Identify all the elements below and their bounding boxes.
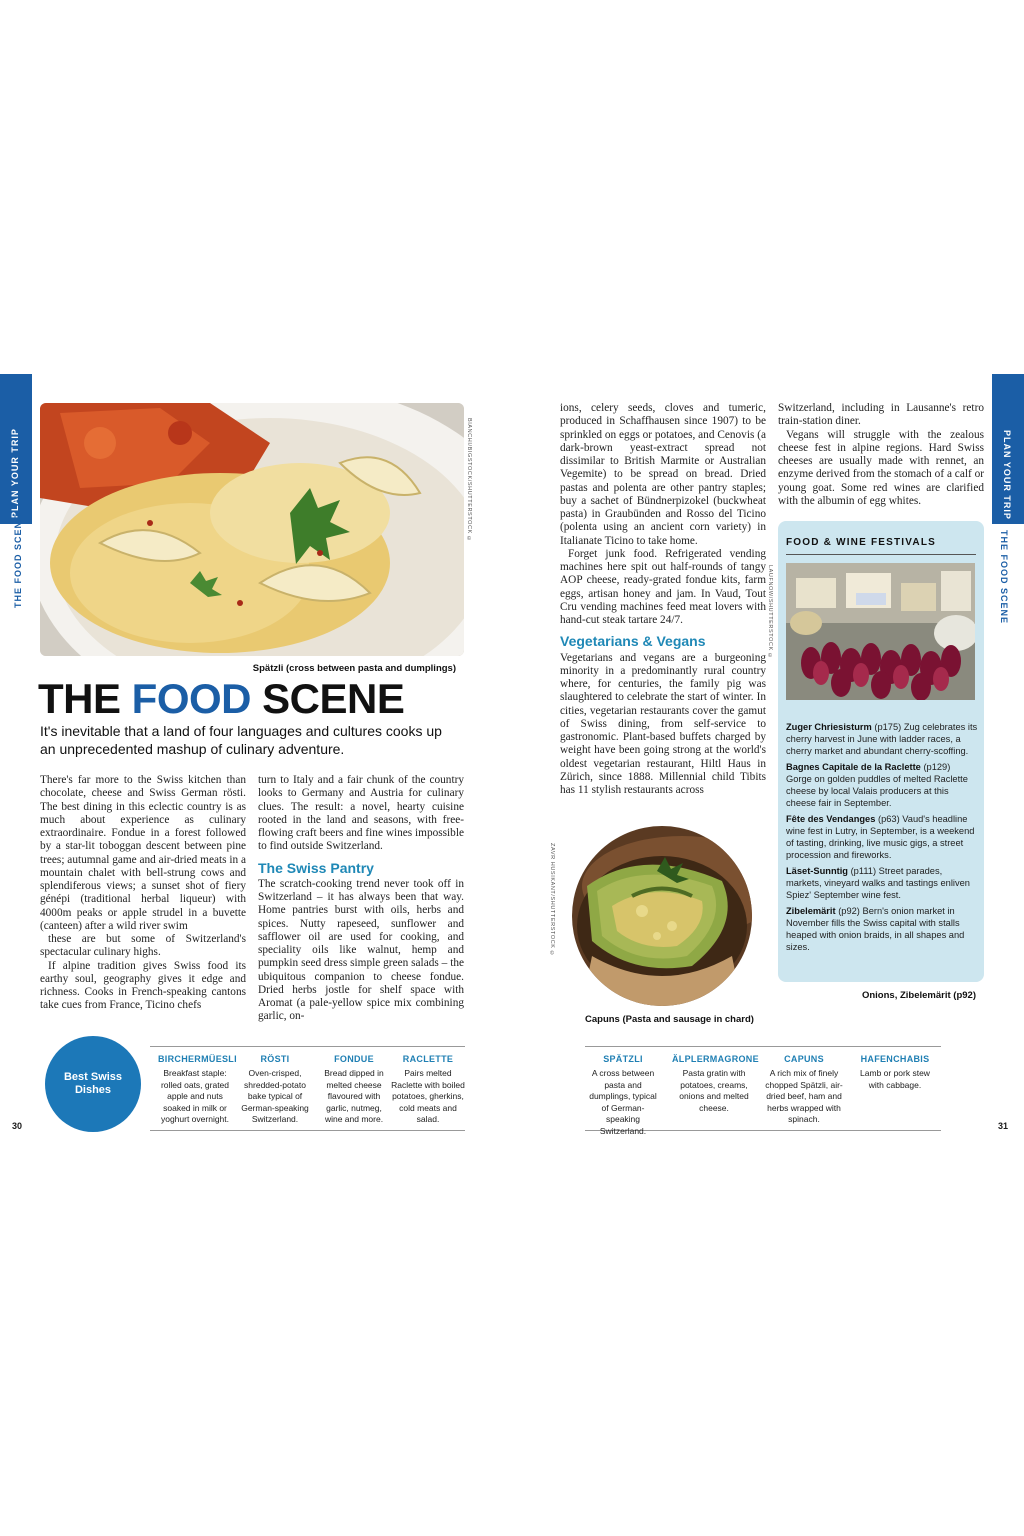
right-col-2	[778, 402, 984, 508]
intro-text: It's inevitable that a land of four languages and cultures cooks up an unprecedented mashup of culinary adventure.	[40, 723, 442, 757]
dish-desc: A rich mix of finely chopped Spätzli, air-dried beef, ham and herbs wrapped with spinach.	[765, 1068, 843, 1124]
best-dishes-badge-label: Best Swiss Dishes	[63, 1071, 123, 1096]
festival-name: Zuger Chriesisturm	[786, 722, 872, 732]
dishes-bottom-rule	[150, 1130, 465, 1131]
paragraph: ions, celery seeds, cloves and tumeric, produced in Schaffhausen since 1907) to be sprinkled on eggs or potatoes, and Cenovis (a dark-brown yeast-extract spread not dissimilar to British Marmite or Australian Vegemite) to be spread on bread. Dried pastas and polenta are other pantry staples; buy a sachet of Bündnerpizokel (buckwheat pasta) in Graubünden and Rosso del Ticino (polenta using an ancient corn variety) in Italianate Ticino to take home.	[560, 402, 766, 547]
dish-desc: Oven-crisped, shredded-potato bake typical of German-speaking Switzerland.	[241, 1068, 309, 1124]
dish-card	[158, 1054, 237, 1126]
dish-card	[586, 1054, 660, 1137]
festival-item	[786, 813, 978, 861]
left-col-1	[40, 774, 246, 1013]
festivals-list	[786, 721, 978, 957]
left-side-tab-chapter: THE FOOD SCENE	[13, 513, 23, 608]
festivals-heading-rule	[786, 554, 976, 555]
right-side-tab-chapter: THE FOOD SCENE	[999, 530, 1009, 625]
dish-name: RACLETTE	[402, 1054, 454, 1064]
dish-name: FONDUE	[334, 1054, 374, 1064]
dish-desc: Pairs melted Raclette with boiled potatoes, gherkins, cold meats and salad.	[391, 1068, 465, 1124]
dishes-top-rule	[150, 1046, 465, 1047]
dish-desc: Breakfast staple: rolled oats, grated apple and nuts soaked in milk or yoghurt overnight.	[160, 1068, 230, 1124]
paragraph: Vegetarians and vegans are a burgeoning minority in a predominantly rural country where, for centuries, the family pig was slaughtered to celebrate the start of winter. In cities, vegetarian restaurants cover the gamut of Swiss dining, from self-service to gastronomic. Plant-based buffets charged by weight have been going strong at the world's oldest vegetarian restaurant, Hiltl Haus in Zürich, since 1888. Millennial child Tibits has 11 stylish restaurants across	[560, 651, 766, 796]
dish-name: CAPUNS	[784, 1054, 824, 1064]
dish-name: RÖSTI	[260, 1054, 290, 1064]
dish-card	[238, 1054, 312, 1126]
festival-text: Gorge on golden puddles of melted Raclette cheese by local Valais producers at this cheese fair in September.	[786, 774, 968, 808]
page-title-part2: FOOD	[131, 675, 251, 722]
dish-name: BIRCHERMÜESLI	[158, 1054, 237, 1064]
festival-text: Zug celebrates its cherry harvest in June with ladder races, a cherry market and abundant cherry-scoffing.	[786, 722, 978, 756]
festival-text: Bern's onion market in November fills the Swiss capital with stalls heaped with onion braids, in all shapes and sizes.	[786, 906, 965, 952]
paragraph: these are but some of Switzerland's spectacular culinary highs.	[40, 933, 246, 959]
festival-name: Bagnes Capitale de la Raclette	[786, 762, 921, 772]
onions-photo	[786, 563, 975, 700]
festival-item	[786, 721, 978, 757]
spaetzli-photo-credit: BIANCHI/BIGSTOCK/SHUTTERSTOCK ©	[466, 418, 472, 543]
right-col-1	[560, 402, 766, 797]
dish-card	[854, 1054, 936, 1091]
festival-ref: (p129)	[920, 762, 951, 772]
festival-item	[786, 905, 978, 953]
left-col-2	[258, 774, 464, 1024]
right-side-tab-section: PLAN YOUR TRIP	[1002, 430, 1012, 520]
dish-desc: Lamb or pork stew with cabbage.	[860, 1068, 930, 1090]
dish-desc: Pasta gratin with potatoes, creams, onions and melted cheese.	[679, 1068, 749, 1113]
onions-caption: Onions, Zibelemärit (p92)	[861, 990, 976, 1001]
festivals-heading: FOOD & WINE FESTIVALS	[786, 537, 937, 548]
dish-name: SPÄTZLI	[603, 1054, 643, 1064]
festival-text: Street parades, markets, vineyard walks and tastings enliven Spiez' September wine fest.	[786, 866, 970, 900]
festival-name: Fête des Vendanges	[786, 814, 876, 824]
paragraph: Switzerland, including in Lausanne's retro train-station diner.	[778, 402, 984, 428]
capuns-caption: Capuns (Pasta and sausage in chard)	[585, 1014, 754, 1025]
left-side-tab-section: PLAN YOUR TRIP	[10, 428, 20, 518]
festival-ref: (p92)	[835, 906, 860, 916]
paragraph: turn to Italy and a fair chunk of the country looks to Germany and Austria for culinary clues. The result: a novel, hearty cuisine rooted in the land and seasons, with free-flowing craft beers and fine wines impossible to find outside Switzerland.	[258, 774, 464, 853]
subhead-vegetarians-vegans: Vegetarians & Vegans	[560, 633, 706, 650]
dish-card	[764, 1054, 844, 1126]
dish-name: HAFENCHABIS	[860, 1054, 930, 1064]
festival-ref: (p63)	[875, 814, 900, 824]
festival-ref: (p175)	[871, 722, 902, 732]
paragraph: The scratch-cooking trend never took off in Switzerland – it has always been that way. Home pantries burst with oils, herbs and spices. Nutty rapeseed, sunflower and safflower oil are used for cooking, and speciality oils like walnut, hemp and pumpkin seed dress simple green salads – the ubiquitous companion to cheese fondue. Dried herbs jostle for shelf space with Aromat (a pale-yellow spice mix combining garlic, on-	[258, 877, 464, 1023]
capuns-photo-credit: ZAVR HUSIKANT/SHUTTERSTOCK ©	[549, 843, 555, 958]
dish-desc: Bread dipped in melted cheese flavoured with garlic, nutmeg, wine and more.	[324, 1068, 384, 1124]
dish-desc: A cross between pasta and dumplings, typical of German-speaking Switzerland.	[589, 1068, 657, 1136]
dish-card	[317, 1054, 391, 1126]
page-number-left: 30	[12, 1121, 23, 1131]
festival-item	[786, 761, 978, 809]
page-number-right: 31	[998, 1121, 1009, 1131]
mid-photo-credit: LAUFNOW/SHUTTERSTOCK ©	[767, 565, 773, 660]
dish-card	[672, 1054, 759, 1114]
paragraph: If alpine tradition gives Swiss food its earthy soul, geography gives it edge and richness. Cooks in French-speaking cantons take cues from France, Ticino chefs	[40, 959, 246, 1012]
page-title	[38, 675, 404, 723]
paragraph: Forget junk food. Refrigerated vending machines here spit out half-rounds of tangy AOP cheese, ready-grated fondue kits, farm eggs, artisan honey and jam. In Vaud, Tout Cru vending machines feed meat lovers with hand-cut steak tartare 24/7.	[560, 547, 766, 626]
subhead-swiss-pantry: The Swiss Pantry	[258, 859, 374, 876]
spaetzli-photo	[40, 403, 464, 656]
festival-text: Vaud's headline wine fest in Lutry, in September, is a weekend of tasting, drinking, live music gigs, a street procession and fireworks.	[786, 814, 975, 860]
dish-name: ÄLPLERMAGRONE	[672, 1054, 759, 1064]
festival-ref: (p111)	[847, 866, 877, 876]
festival-item	[786, 865, 978, 901]
festival-name: Läset-Sunntig	[786, 866, 848, 876]
dish-card	[391, 1054, 465, 1126]
dishes-top-rule-right	[585, 1046, 941, 1047]
festival-name: Zibelemärit	[786, 906, 836, 916]
paragraph: Vegans will struggle with the zealous cheese fest in alpine regions. Hard Swiss cheeses are usually made with rennet, an enzyme derived from the stomach of a calf or young goat. Some red wines are clarified with the albumin of egg whites.	[778, 428, 984, 507]
spaetzli-caption: Spätzli (cross between pasta and dumplings)	[252, 663, 456, 674]
capuns-photo	[572, 826, 752, 1006]
page-title-part1: THE	[38, 675, 132, 722]
page-title-part3: SCENE	[251, 675, 405, 722]
paragraph: There's far more to the Swiss kitchen than chocolate, cheese and Swiss German rösti. The best dining in this eclectic country is as much about experience as culinary extraordinaire. Fondue in a forest followed by a star-lit toboggan descent between pine trees; autumnal game and air-dried meats in a mountain chalet with bell-strung cows and splendiferous views; a sunset shot of fiery génépi (traditional herbal liqueur) with 4000m peaks or apple strudel in a buvette (canteen) after a wild river swim	[40, 774, 246, 932]
